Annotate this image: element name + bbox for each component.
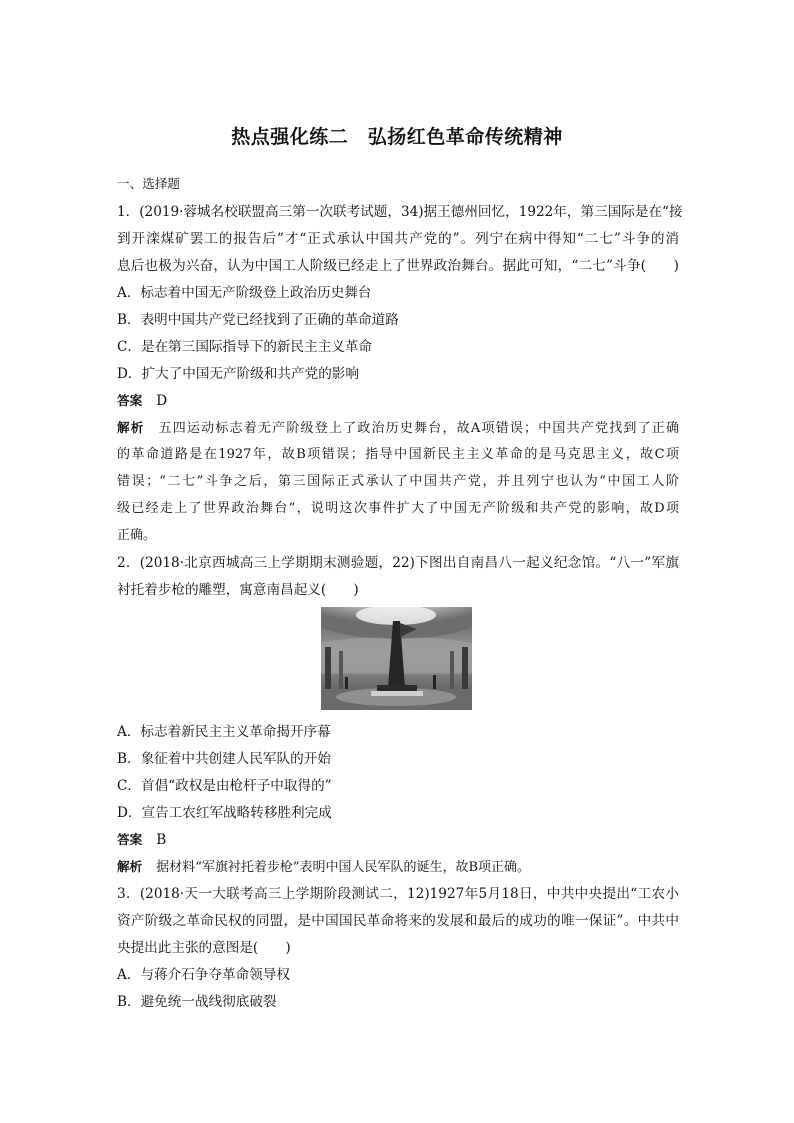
- memorial-sculpture-photo: [321, 607, 472, 710]
- q1-option-b: B．表明中国共产党已经找到了正确的革命道路: [117, 312, 399, 328]
- page-title: 热点强化练二 弘扬红色革命传统精神: [231, 126, 563, 148]
- q2-stem-line-1: 2．(2018·北京西城高三上学期期末测验题，22)下图出自南昌八一起义纪念馆。“八一”军旗: [117, 555, 679, 571]
- q2-analysis: [117, 858, 679, 877]
- q1-answer: [117, 392, 679, 410]
- photo-illustration: [321, 607, 472, 710]
- q1-analysis-label: 解析: [117, 420, 145, 435]
- q2-option-b: B．象征着中共创建人民军队的开始: [117, 751, 331, 767]
- q1-answer-label: 答案: [117, 393, 143, 408]
- q3-stem-line-2: 资产阶级之革命民权的同盟，是中国国民革命将来的发展和最后的成功的唯一保证”。中共中: [117, 913, 679, 929]
- q1-stem-line-2: 到开滦煤矿罢工的报告后”才“正式承认中国共产党的”。列宁在病中得知“二七”斗争的消: [117, 231, 679, 247]
- q2-analysis-text: 据材料“军旗衬托着步枪”表明中国人民军队的诞生，故B项正确。: [156, 860, 531, 875]
- q1-option-d: D．扩大了中国无产阶级和共产党的影响: [117, 366, 359, 382]
- q3-stem-line-3: 央提出此主张的意图是( ): [117, 940, 291, 956]
- q1-stem-line-3: 息后也极为兴奋，认为中国工人阶级已经走上了世界政治舞台。据此可知，“二七”斗争( ): [117, 258, 679, 274]
- q1-analysis-line-3: 错误；“二七”斗争之后，第三国际正式承认了中国共产党，并且列宁也认为“中国工人阶: [117, 474, 679, 489]
- q1-analysis-line-5: 正确。: [117, 528, 157, 543]
- q2-answer-value: B: [156, 832, 167, 848]
- q2-answer-label: 答案: [117, 832, 143, 847]
- q1-stem-line-1: 1．(2019·蓉城名校联盟高三第一次联考试题，34)据王德州回忆，1922年，第三国际是在“接: [117, 204, 683, 220]
- q1-analysis-line-1: [117, 419, 679, 438]
- q1-analysis-text-1: 五四运动标志着无产阶级登上了政治历史舞台，故A项错误；中国共产党找到了正确: [158, 421, 679, 436]
- q2-option-c: C．首倡“政权是由枪杆子中取得的”: [117, 778, 332, 794]
- q3-stem-line-1: 3．(2018·天一大联考高三上学期阶段测试二，12)1927年5月18日，中共中央提出“工农小: [117, 886, 679, 902]
- q2-option-a: A．标志着新民主主义革命揭开序幕: [117, 724, 331, 740]
- q2-option-d: D．宣告工农红军战略转移胜利完成: [117, 805, 332, 821]
- q1-option-c: C．是在第三国际指导下的新民主主义革命: [117, 339, 373, 355]
- q2-answer: [117, 831, 679, 849]
- q2-analysis-label: 解析: [117, 859, 143, 874]
- q1-analysis-line-4: 级已经走上了世界政治舞台”，说明这次事件扩大了中国无产阶级和共产党的影响，故D项: [117, 501, 679, 516]
- q3-option-a: A．与蒋介石争夺革命领导权: [117, 967, 290, 983]
- section-heading: 一、选择题: [117, 176, 180, 191]
- q2-stem-line-2: 衬托着步枪的雕塑，寓意南昌起义( ): [117, 582, 359, 598]
- q1-answer-value: D: [156, 393, 168, 409]
- q1-analysis-line-2: 的革命道路是在1927年，故B项错误；指导中国新民主主义革命的是马克思主义，故C项: [117, 447, 679, 462]
- q1-option-a: A．标志着中国无产阶级登上政治历史舞台: [117, 285, 372, 301]
- q3-option-b: B．避免统一战线彻底破裂: [117, 994, 277, 1010]
